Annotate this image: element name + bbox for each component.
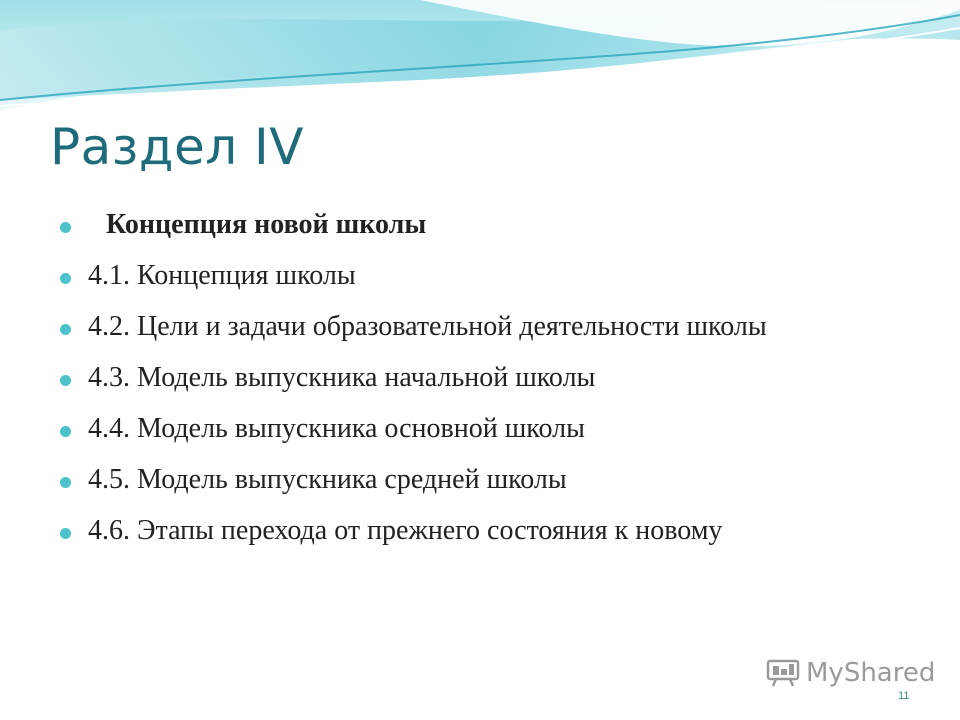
list-item-text: 4.5. Модель выпускника средней школы: [88, 464, 567, 495]
list-item-text: 4.4. Модель выпускника основной школы: [88, 413, 585, 444]
list-item: [60, 210, 900, 240]
page-number: 11: [898, 690, 910, 702]
bullet-dot-icon: [60, 273, 71, 284]
bullet-dot-icon: [60, 375, 71, 386]
bullet-dot-icon: [60, 477, 71, 488]
bullet-dot-icon: [60, 324, 71, 335]
slide-title: Раздел IV: [50, 118, 305, 176]
list-item: [60, 414, 900, 444]
list-item: [60, 516, 900, 546]
bullet-dot-icon: [60, 222, 71, 233]
presentation-board-icon: [766, 658, 800, 688]
list-item-text: Концепция новой школы: [106, 209, 427, 240]
list-item: [60, 312, 900, 342]
list-item-text: 4.1. Концепция школы: [88, 260, 356, 291]
watermark: [766, 658, 935, 688]
list-item-text: 4.3. Модель выпускника начальной школы: [88, 362, 596, 393]
list-item: [60, 261, 900, 291]
list-item-text: 4.2. Цели и задачи образовательной деятельности школы: [88, 311, 767, 342]
list-item: [60, 363, 900, 393]
bullet-dot-icon: [60, 426, 71, 437]
list-item: [60, 465, 900, 495]
bullet-list: [60, 210, 900, 567]
header-wave-decoration: [0, 0, 960, 120]
bullet-dot-icon: [60, 528, 71, 539]
watermark-text: MyShared: [806, 658, 936, 688]
list-item-text: 4.6. Этапы перехода от прежнего состояния к новому: [88, 515, 723, 546]
